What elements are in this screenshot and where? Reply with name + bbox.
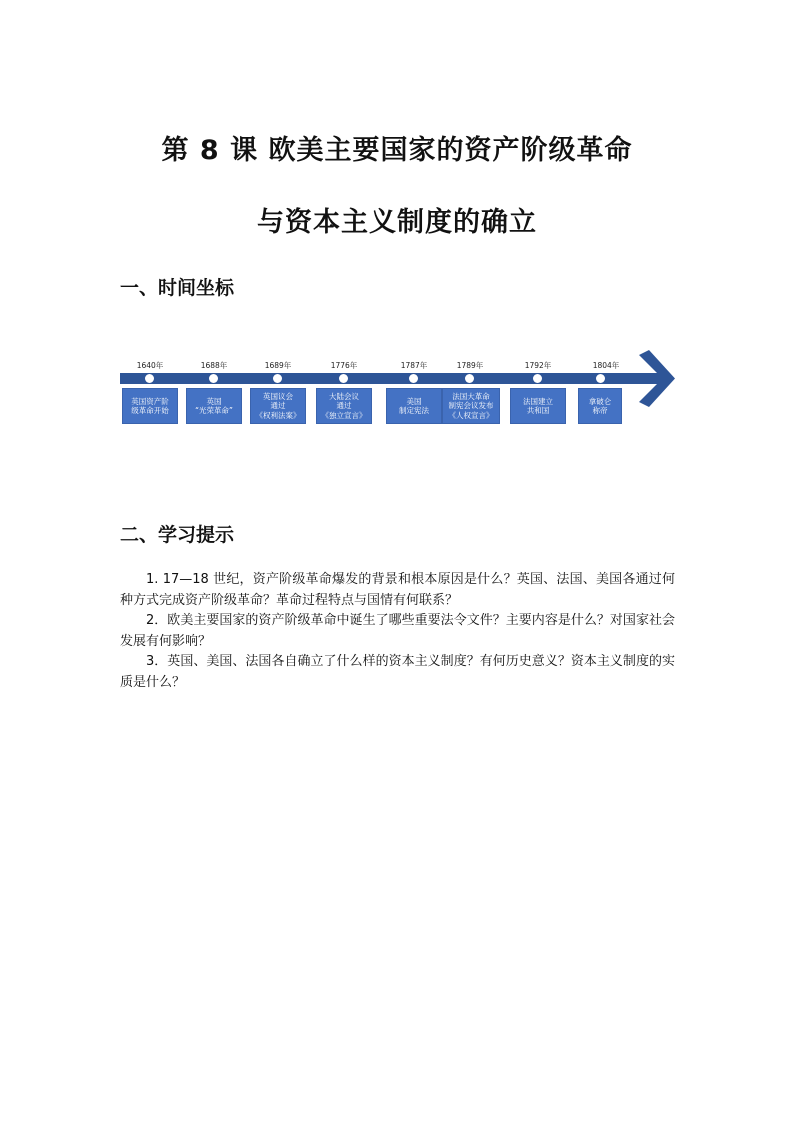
timeline-event-label: 英国议会 通过 《权利法案》 xyxy=(250,388,306,424)
timeline-event-label: 法国大革命 制宪会议发布 《人权宣言》 xyxy=(442,388,500,424)
timeline-event-label: 英国资产阶 级革命开始 xyxy=(122,388,178,424)
timeline-event xyxy=(316,350,372,430)
page-title-line-1: 第 8 课 欧美主要国家的资产阶级革命 xyxy=(161,135,633,166)
study-tips-heading: 二、学习提示 xyxy=(120,524,235,546)
timeline-dot xyxy=(596,374,605,383)
question-item: 2．欧美主要国家的资产阶级革命中诞生了哪些重要法令文件？主要内容是什么？对国家社会发展有何影响？ xyxy=(120,613,675,649)
timeline-dot xyxy=(465,374,474,383)
timeline-year: 1789年 xyxy=(456,361,484,370)
question-item: 3．英国、美国、法国各自确立了什么样的资本主义制度？有何历史意义？资本主义制度的实质是什么？ xyxy=(120,654,675,690)
timeline-year: 1776年 xyxy=(330,361,358,370)
timeline-arrowhead-icon xyxy=(625,350,675,407)
timeline-dot xyxy=(409,374,418,383)
timeline-event xyxy=(442,350,500,430)
timeline-event xyxy=(250,350,306,430)
timeline-year: 1787年 xyxy=(400,361,428,370)
timeline-event xyxy=(578,350,622,430)
timeline xyxy=(120,350,680,440)
timeline-dot xyxy=(533,374,542,383)
timeline-event-label: 美国 制定宪法 xyxy=(386,388,442,424)
timeline-year: 1689年 xyxy=(264,361,292,370)
timeline-event xyxy=(122,350,178,430)
timeline-event-label: 拿破仑 称帝 xyxy=(578,388,622,424)
question-item: 1. 17—18 世纪，资产阶级革命爆发的背景和根本原因是什么？英国、法国、美国各通过何种方式完成资产阶级革命？革命过程特点与国情有何联系？ xyxy=(120,572,675,608)
timeline-event xyxy=(186,350,242,430)
timeline-dot xyxy=(273,374,282,383)
timeline-event-label: 法国建立 共和国 xyxy=(510,388,566,424)
timeline-heading: 一、时间坐标 xyxy=(120,277,235,299)
timeline-event-label: 英国 “光荣革命” xyxy=(186,388,242,424)
timeline-dot xyxy=(209,374,218,383)
question-list xyxy=(120,570,675,693)
timeline-year: 1792年 xyxy=(524,361,552,370)
timeline-dot xyxy=(145,374,154,383)
timeline-year: 1804年 xyxy=(592,361,620,370)
timeline-event xyxy=(510,350,566,430)
timeline-dot xyxy=(339,374,348,383)
page-title-line-2: 与资本主义制度的确立 xyxy=(257,207,537,238)
timeline-year: 1688年 xyxy=(200,361,228,370)
timeline-year: 1640年 xyxy=(136,361,164,370)
timeline-event-label: 大陆会议 通过 《独立宣言》 xyxy=(316,388,372,424)
